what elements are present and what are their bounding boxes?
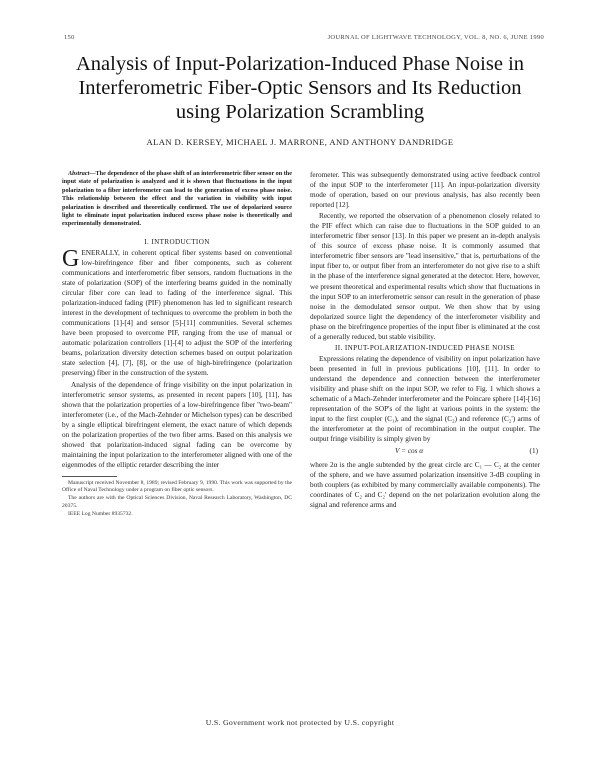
section-heading-phase-noise: II. INPUT-POLARIZATION-INDUCED PHASE NOISE <box>334 343 516 352</box>
section2-paragraph-1: Expressions relating the dependence of visibility on input polarization have been presented in full in previous publications [10], [11]. In order to understand the dependence and connection between the interferometer visibility and phase shift on the input SOP, we refer to Fig. 1 which shows a schematic of a Mach-Zehnder interferometer and the Poincare sphere [14]-[16] representation of the SOP's of the light at various points in the system: the input to the first coupler (C₁), and the signal (C₂) and reference (C₂') arms of the interferometer at the point of recombination in the output coupler. The output fringe visibility is simply given by <box>310 354 540 444</box>
equation-expression: V = cos α <box>395 447 424 456</box>
footnote-rule <box>62 476 117 477</box>
intro-paragraph-1-text: ENERALLY, in coherent optical fiber systems based on conventional low-birefringence fiber and fiber components, such as coherent communications and interferometric fiber sensors, random fluctuations in the state of polarization (SOP) of the interfering beams guided in the nominally circular fiber core can lead to fading of the interference signal. This polarization-induced fading (PIF) phenomenon has led to significant research interest in the development of techniques to overcome the problem in both the communications [1]-[4] and sensor [5]-[11] communities. Several schemes have been proposed to overcome PIF, ranging from the use of manual or automatic polarization controllers [1]-[4] to adjust the SOP of the interfering beams, polarization diversity detection schemes based on output polarization state selection [4], [7], [8], or the use of high-birefringence (polarization preserving) fiber in the construction of the system. <box>62 248 292 378</box>
abstract <box>62 170 292 229</box>
intro-paragraph-3: ferometer. This was subsequently demonstrated using active feedback control of the input SOP to the interferometer [11]. An input-polarization diversity mode of operation, based on our previous analysis, has also recently been reported [12]. <box>310 171 540 210</box>
copyright-notice: U.S. Government work not protected by U.S. copyright <box>205 718 395 727</box>
right-column <box>310 170 540 512</box>
paper-authors: ALAN D. KERSEY, MICHAEL J. MARRONE, AND ANTHONY DANDRIDGE <box>146 137 454 147</box>
page-number: 150 <box>64 34 75 41</box>
equation-1 <box>310 446 540 457</box>
abstract-text: The dependence of the phase shift of an interferometric fiber sensor on the input state of polarization is analyzed and it is shown that fluctuations in the input polarization to a fiber interferometer can lead to the generation of excess phase noise. This relationship between the effect and the variation in visibility with input polarization is described and theoretically confirmed. The use of depolarized source light to eliminate input polarization induced excess phase noise is theoretically and experimentally demonstrated. <box>62 170 292 228</box>
left-column <box>62 170 292 519</box>
intro-paragraph-2: Analysis of the dependence of fringe visibility on the input polarization in interferometric sensor systems, as presented in recent papers [10], [11], has shown that the polarization properties of a low-birefringence fiber "two-beam" interferometer (i.e., of the Mach-Zehnder or Michelson types) can be described by a single elliptical birefringent element, the exact nature of which depends on the polarization properties of the two fiber arms. Based on this analysis we showed that polarization-induced signal fading can be overcome by maintaining the input polarization to the interferometer aligned with one of the eigenmodes of the elliptic retarder describing the inter <box>62 380 292 469</box>
footnote-affiliation: The authors are with the Optical Sciences Division, Naval Research Laboratory, Washington, DC 20375. <box>62 495 292 509</box>
footnote-manuscript: Manuscript received November 8, 1989; revised February 9, 1990. This work was supported by the Office of Naval Technology under a program on fiber optic sensors. <box>62 479 292 494</box>
paper-title: Analysis of Input-Polarization-Induced Phase Noise in Interferometric Fiber-Optic Sensors and Its Reduction using Polarization Scrambling <box>75 53 525 123</box>
equation-number: (1) <box>529 447 538 456</box>
intro-paragraph-4: Recently, we reported the observation of a phenomenon closely related to the PIF effect which can raise due to fluctuations in the SOP guided to an interferometric fiber sensor [13]. In this paper we present an in-depth analysis of this source of excess phase noise. It is commonly assumed that interferometric fiber sensors are "lead insensitive," that is, perturbations of the input fiber to, or output fiber from an interferometer do not give rise to a shift in the phase of the interference signal generated at the detector. Here, however, we present theoretical and experimental results which show that fluctuations in the input SOP to an interferometric sensor can result in the generation of phase noise in the demodulated sensor output. We then show that by using depolarized source light the dependency of the interferometer visibility and phase on the birefringence properties of the input fiber is eliminated at the cost of a generally reduced, but stable visibility. <box>310 212 540 341</box>
section2-paragraph-2: where 2α is the angle subtended by the great circle arc C₁ — C₂ at the center of the sphere, and we have assumed polarization insensitive 3-dB coupling in both couplers (as exhibited by many commercially available components). The coordinates of C₂ and C₂' depend on the net polarization evolution along the signal and reference arms and <box>310 461 540 510</box>
drop-cap: G <box>62 245 80 272</box>
journal-name: JOURNAL OF LIGHTWAVE TECHNOLOGY, VOL. 8, NO. 6, JUNE 1990 <box>327 34 544 41</box>
intro-paragraph-1 <box>62 245 292 379</box>
footnote-log-number: IEEE Log Number 8935732. <box>68 510 133 517</box>
abstract-label: Abstract— <box>68 170 96 177</box>
section-heading-introduction: I. INTRODUCTION <box>144 237 210 246</box>
